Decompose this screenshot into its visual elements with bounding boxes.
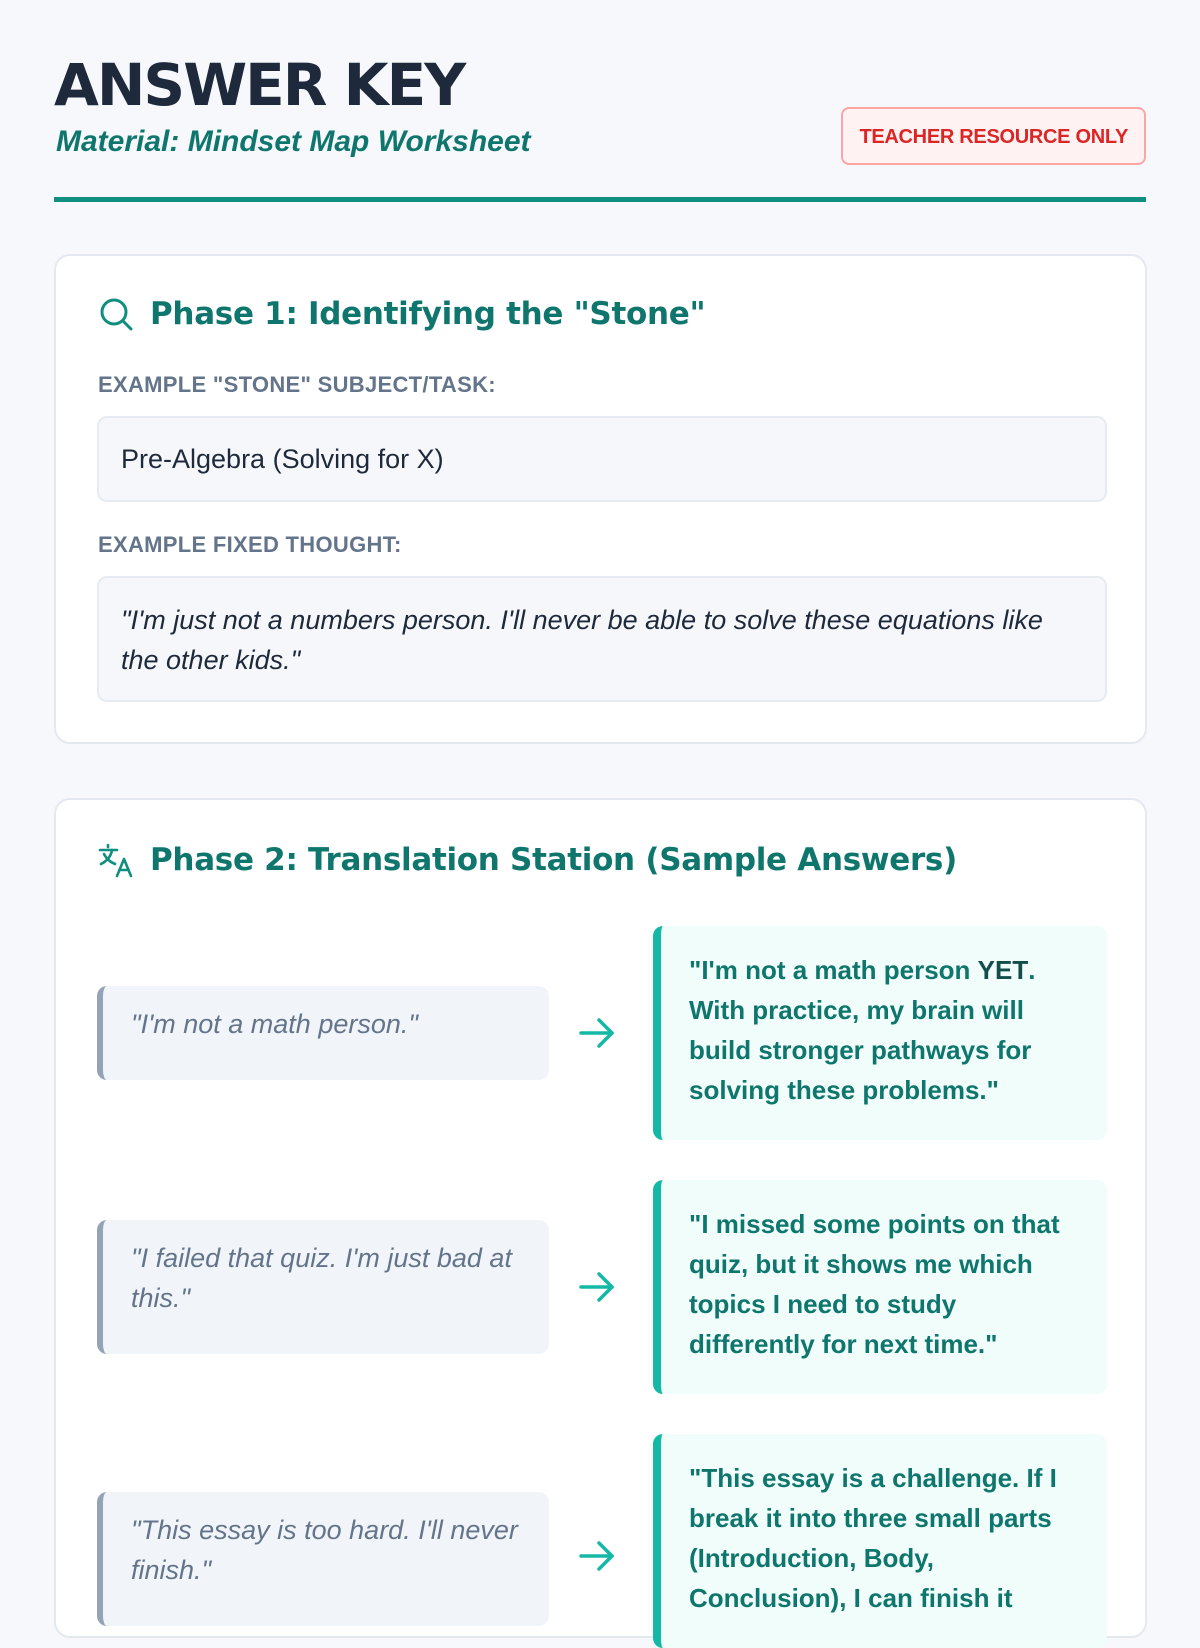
arrow-right-icon (575, 1534, 619, 1578)
page-title: ANSWER KEY (54, 51, 465, 119)
fixed-mindset-statement: "This essay is too hard. I'll never finish." (97, 1492, 549, 1626)
arrow-right-icon (575, 1265, 619, 1309)
phase2-title: Phase 2: Translation Station (Sample Answers) (150, 842, 957, 878)
phase1-card (54, 254, 1147, 744)
phase1-header (98, 296, 705, 332)
translation-row (97, 1434, 1107, 1648)
growth-mindset-statement: "This essay is a challenge. If I break it into three small parts (Introduction, Body, Conclusion), I can finish it (653, 1434, 1107, 1648)
phase2-header (98, 842, 957, 878)
translation-row (97, 1180, 1107, 1394)
translation-row (97, 926, 1107, 1140)
page-header (54, 0, 1146, 202)
fixed-thought-label: EXAMPLE FIXED THOUGHT: (98, 532, 402, 557)
teacher-resource-badge: TEACHER RESOURCE ONLY (841, 107, 1146, 165)
phase2-card (54, 798, 1147, 1638)
phase1-title: Phase 1: Identifying the "Stone" (150, 296, 706, 332)
translate-icon (98, 842, 134, 878)
subject-label: EXAMPLE "STONE" SUBJECT/TASK: (98, 372, 496, 397)
growth-text-post: . With practice, my brain will build stronger pathways for solving these problems." (689, 955, 1036, 1105)
growth-mindset-statement: "I missed some points on that quiz, but it shows me which topics I need to study differently for next time." (653, 1180, 1107, 1394)
growth-text-pre: "I'm not a math person (689, 955, 978, 985)
growth-text-emphasis: YET (977, 955, 1029, 985)
fixed-mindset-statement: "I'm not a math person." (97, 986, 549, 1080)
subject-value: Pre-Algebra (Solving for X) (97, 416, 1107, 502)
arrow-right-icon (575, 1011, 619, 1055)
fixed-thought-value: "I'm just not a numbers person. I'll never be able to solve these equations like the other kids." (97, 576, 1107, 702)
fixed-mindset-statement: "I failed that quiz. I'm just bad at this." (97, 1220, 549, 1354)
search-icon (98, 296, 134, 332)
material-subtitle: Material: Mindset Map Worksheet (56, 125, 531, 158)
growth-mindset-statement (653, 926, 1107, 1140)
